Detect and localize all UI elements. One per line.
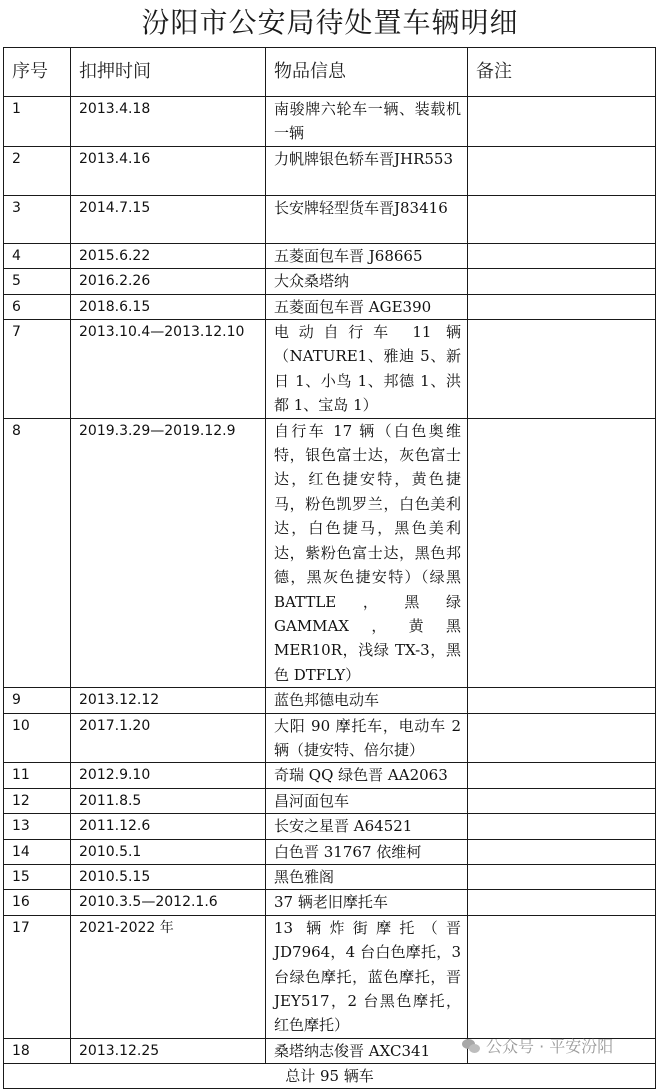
row-number: 14 xyxy=(4,839,71,864)
note-cell xyxy=(468,814,656,839)
item-info: 37 辆老旧摩托车 xyxy=(266,890,468,915)
seizure-date: 2013.12.25 xyxy=(71,1038,266,1063)
seizure-date: 2018.6.15 xyxy=(71,294,266,319)
watermark-text: 公众号 · 平安汾阳 xyxy=(486,1037,614,1056)
item-info: 长安牌轻型货车晋J83416 xyxy=(266,195,468,243)
item-info: 五菱面包车晋 J68665 xyxy=(266,243,468,268)
table-row xyxy=(4,763,656,788)
seizure-date: 2010.3.5—2012.1.6 xyxy=(71,890,266,915)
seizure-date: 2011.8.5 xyxy=(71,788,266,813)
note-cell xyxy=(468,688,656,713)
row-number: 13 xyxy=(4,814,71,839)
seizure-date: 2016.2.26 xyxy=(71,269,266,294)
seizure-date: 2013.4.18 xyxy=(71,97,266,147)
item-info: 蓝色邦德电动车 xyxy=(266,688,468,713)
item-info: 长安之星晋 A64521 xyxy=(266,814,468,839)
row-number: 18 xyxy=(4,1038,71,1063)
row-number: 8 xyxy=(4,418,71,687)
item-info: 自行车 17 辆（白色奥维特，银色富士达，灰色富士达，红色捷安特，黄色捷马，粉色凯罗兰，白色美利达，白色捷马，黑色美利达，紫粉色富士达，黑色邦德，黑灰色捷安特）（绿黑 BATTLE，黑绿 GAMMAX，黄黑 MER10R，浅绿 TX-3，黑色 DTFLY） xyxy=(266,418,468,687)
item-info: 五菱面包车晋 AGE390 xyxy=(266,294,468,319)
table-header-row xyxy=(4,48,656,97)
row-number: 12 xyxy=(4,788,71,813)
item-info: 桑塔纳志俊晋 AXC341 xyxy=(266,1038,468,1063)
row-number: 5 xyxy=(4,269,71,294)
table-row xyxy=(4,915,656,1038)
page-title: 汾阳市公安局待处置车辆明细 xyxy=(141,6,519,39)
seizure-date: 2010.5.15 xyxy=(71,864,266,889)
row-number: 16 xyxy=(4,890,71,915)
item-info: 南骏牌六轮车一辆、装载机一辆 xyxy=(266,97,468,147)
note-cell xyxy=(468,864,656,889)
total-row xyxy=(4,1064,656,1089)
note-cell xyxy=(468,839,656,864)
table-row xyxy=(4,97,656,147)
row-number: 2 xyxy=(4,146,71,195)
table-row xyxy=(4,864,656,889)
total-cell: 总计 95 辆车 xyxy=(4,1064,656,1089)
seizure-date: 2011.12.6 xyxy=(71,814,266,839)
table-row xyxy=(4,294,656,319)
row-number: 7 xyxy=(4,320,71,419)
item-info: 白色晋 31767 依维柯 xyxy=(266,839,468,864)
watermark xyxy=(462,1034,613,1057)
seizure-date: 2019.3.29—2019.12.9 xyxy=(71,418,266,687)
note-cell xyxy=(468,97,656,147)
row-number: 1 xyxy=(4,97,71,147)
row-number: 10 xyxy=(4,713,71,763)
note-cell xyxy=(468,269,656,294)
table-row xyxy=(4,269,656,294)
table-row xyxy=(4,146,656,195)
item-info: 力帆牌银色轿车晋JHR553 xyxy=(266,146,468,195)
note-cell xyxy=(468,915,656,1038)
header-date: 扣押时间 xyxy=(71,48,266,97)
seizure-date: 2013.4.16 xyxy=(71,146,266,195)
wechat-icon xyxy=(462,1038,482,1054)
header-info: 物品信息 xyxy=(266,48,468,97)
note-cell xyxy=(468,788,656,813)
seizure-date: 2014.7.15 xyxy=(71,195,266,243)
item-info: 电动自行车 11 辆（NATURE1、雅迪 5、新日 1、小鸟 1、邦德 1、洪都 1、宝岛 1） xyxy=(266,320,468,419)
table-row xyxy=(4,839,656,864)
row-number: 9 xyxy=(4,688,71,713)
seizure-date: 2013.12.12 xyxy=(71,688,266,713)
item-info: 大众桑塔纳 xyxy=(266,269,468,294)
item-info: 奇瑞 QQ 绿色晋 AA2063 xyxy=(266,763,468,788)
note-cell xyxy=(468,418,656,687)
seizure-date: 2015.6.22 xyxy=(71,243,266,268)
table-row xyxy=(4,688,656,713)
vehicle-table xyxy=(3,47,656,1089)
header-note: 备注 xyxy=(468,48,656,97)
item-info: 黑色雅阁 xyxy=(266,864,468,889)
row-number: 17 xyxy=(4,915,71,1038)
item-info: 13 辆炸街摩托（晋JD7964，4 台白色摩托，3 台绿色摩托，蓝色摩托，晋 JEY517，2 台黑色摩托，红色摩托） xyxy=(266,915,468,1038)
seizure-date: 2013.10.4—2013.12.10 xyxy=(71,320,266,419)
note-cell xyxy=(468,294,656,319)
header-no: 序号 xyxy=(4,48,71,97)
table-row xyxy=(4,788,656,813)
item-info: 昌河面包车 xyxy=(266,788,468,813)
row-number: 11 xyxy=(4,763,71,788)
table-row xyxy=(4,320,656,419)
note-cell xyxy=(468,713,656,763)
note-cell xyxy=(468,146,656,195)
table-row xyxy=(4,890,656,915)
row-number: 4 xyxy=(4,243,71,268)
row-number: 3 xyxy=(4,195,71,243)
note-cell xyxy=(468,195,656,243)
note-cell xyxy=(468,243,656,268)
table-row xyxy=(4,418,656,687)
table-row xyxy=(4,814,656,839)
note-cell xyxy=(468,320,656,419)
item-info: 大阳 90 摩托车，电动车 2 辆（捷安特、倍尔捷） xyxy=(266,713,468,763)
row-number: 6 xyxy=(4,294,71,319)
seizure-date: 2010.5.1 xyxy=(71,839,266,864)
seizure-date: 2017.1.20 xyxy=(71,713,266,763)
row-number: 15 xyxy=(4,864,71,889)
table-row xyxy=(4,243,656,268)
table-row xyxy=(4,713,656,763)
table-row xyxy=(4,195,656,243)
seizure-date: 2012.9.10 xyxy=(71,763,266,788)
note-cell xyxy=(468,890,656,915)
seizure-date: 2021-2022 年 xyxy=(71,915,266,1038)
note-cell xyxy=(468,763,656,788)
